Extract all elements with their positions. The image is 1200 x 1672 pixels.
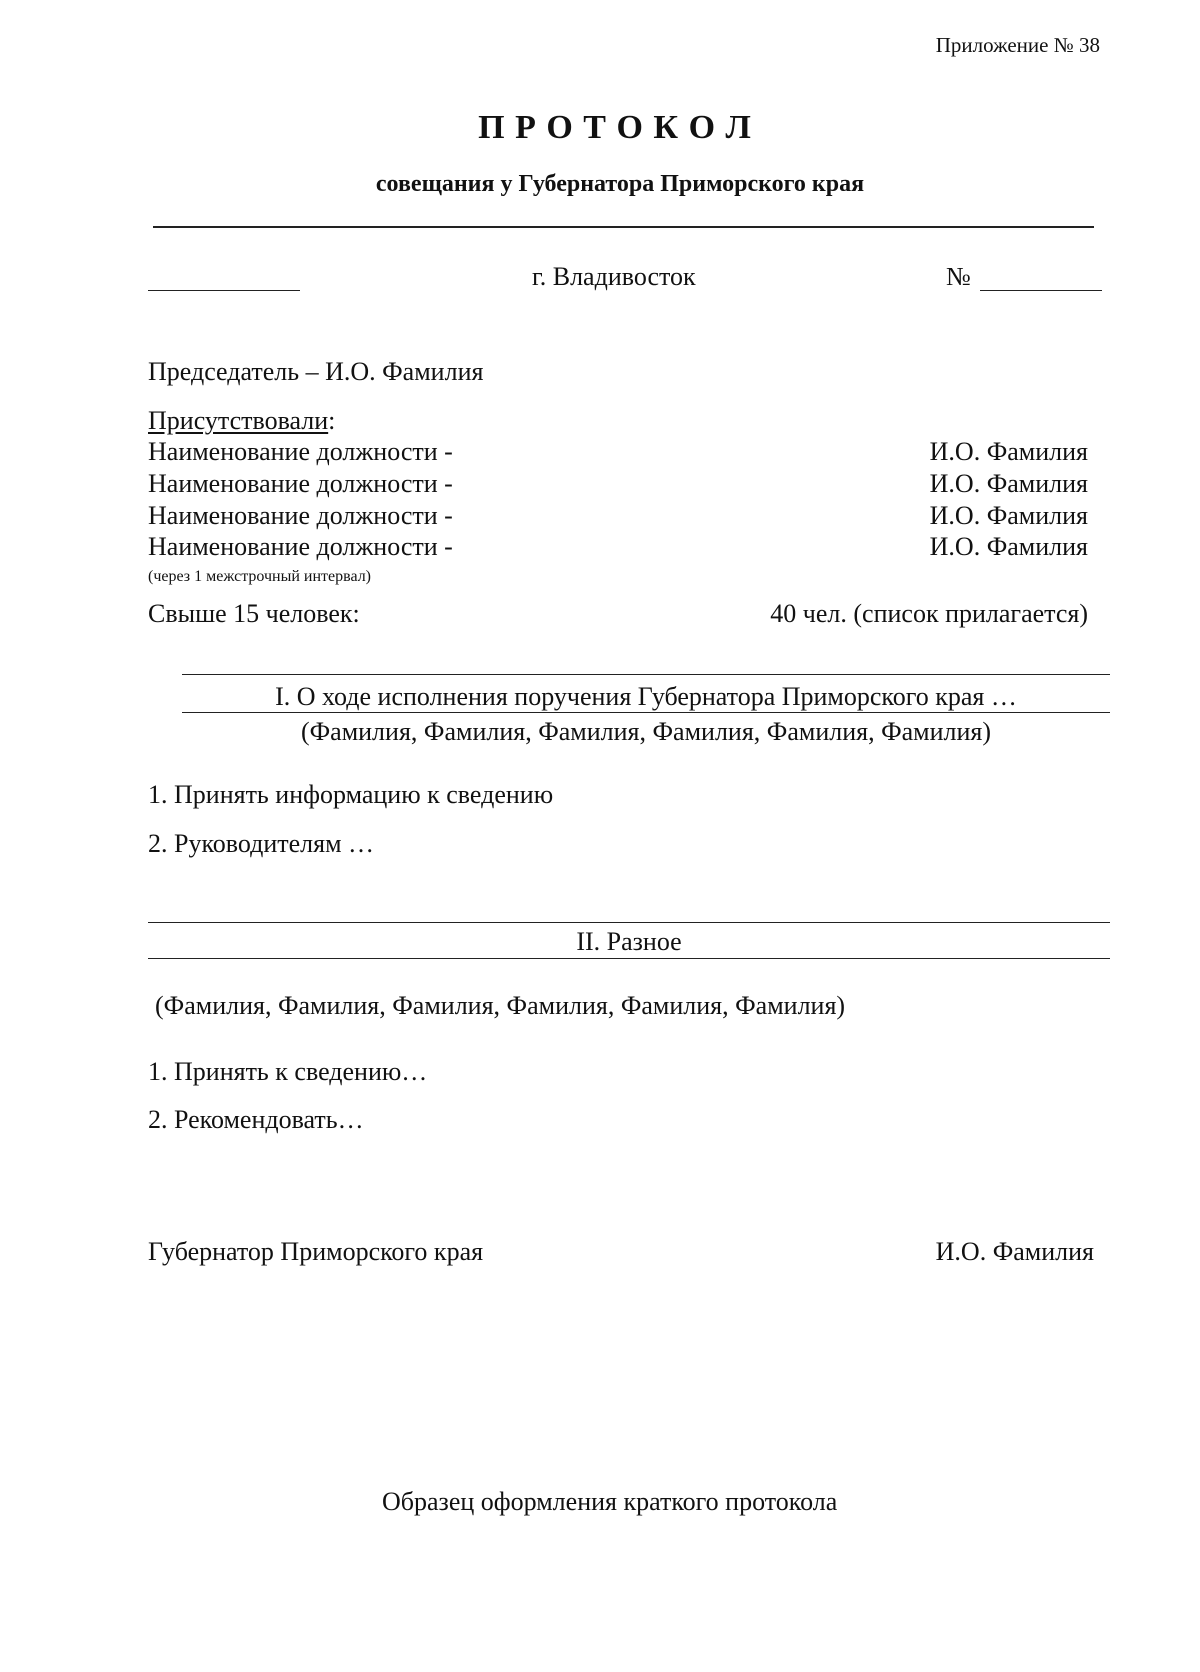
header-divider — [153, 226, 1094, 228]
section2-item: 2. Рекомендовать… — [148, 1105, 364, 1134]
attendee-name: И.О. Фамилия — [929, 437, 1088, 466]
attended-label: Присутствовали — [148, 406, 329, 435]
over15-label: Свыше 15 человек: — [148, 599, 360, 628]
document-subtitle: совещания у Губернатора Приморского края — [375, 171, 865, 197]
section1-item: 1. Принять информацию к сведению — [148, 780, 554, 809]
interval-note: (через 1 межстрочный интервал) — [148, 568, 371, 585]
date-blank-line — [148, 290, 300, 291]
section2-speakers: (Фамилия, Фамилия, Фамилия, Фамилия, Фамилия, Фамилия) — [155, 991, 846, 1020]
attendee-name: И.О. Фамилия — [929, 532, 1088, 561]
section1-top-rule — [182, 674, 1110, 675]
section2-top-rule — [148, 922, 1110, 923]
section1-speakers: (Фамилия, Фамилия, Фамилия, Фамилия, Фамилия, Фамилия) — [300, 717, 992, 746]
attended-heading — [148, 406, 335, 436]
attendee-position: Наименование должности - — [148, 532, 453, 561]
number-blank-line — [980, 290, 1102, 291]
appendix-label: Приложение № 38 — [935, 33, 1100, 57]
document-title: П Р О Т О К О Л — [478, 109, 752, 146]
over15-value: 40 чел. (список прилагается) — [770, 599, 1088, 628]
attendee-position: Наименование должности - — [148, 437, 453, 466]
city-label: г. Владивосток — [532, 262, 696, 291]
number-label: № — [946, 262, 971, 291]
attendee-position: Наименование должности - — [148, 501, 453, 530]
section1-bottom-rule — [182, 712, 1110, 713]
attendee-name: И.О. Фамилия — [929, 469, 1088, 498]
attendee-name: И.О. Фамилия — [929, 501, 1088, 530]
section1-item: 2. Руководителям … — [148, 829, 375, 858]
section2-title: II. Разное — [576, 927, 682, 956]
footer-caption: Образец оформления краткого протокола — [382, 1487, 838, 1516]
chairman-line: Председатель – И.О. Фамилия — [148, 357, 484, 386]
section2-item: 1. Принять к сведению… — [148, 1057, 428, 1086]
attended-colon: : — [328, 406, 336, 435]
signature-name: И.О. Фамилия — [935, 1237, 1094, 1266]
signature-position: Губернатор Приморского края — [148, 1237, 484, 1266]
attendee-position: Наименование должности - — [148, 469, 453, 498]
section1-title: I. О ходе исполнения поручения Губернатора Приморского края … — [275, 682, 1017, 711]
section2-bottom-rule — [148, 958, 1110, 959]
